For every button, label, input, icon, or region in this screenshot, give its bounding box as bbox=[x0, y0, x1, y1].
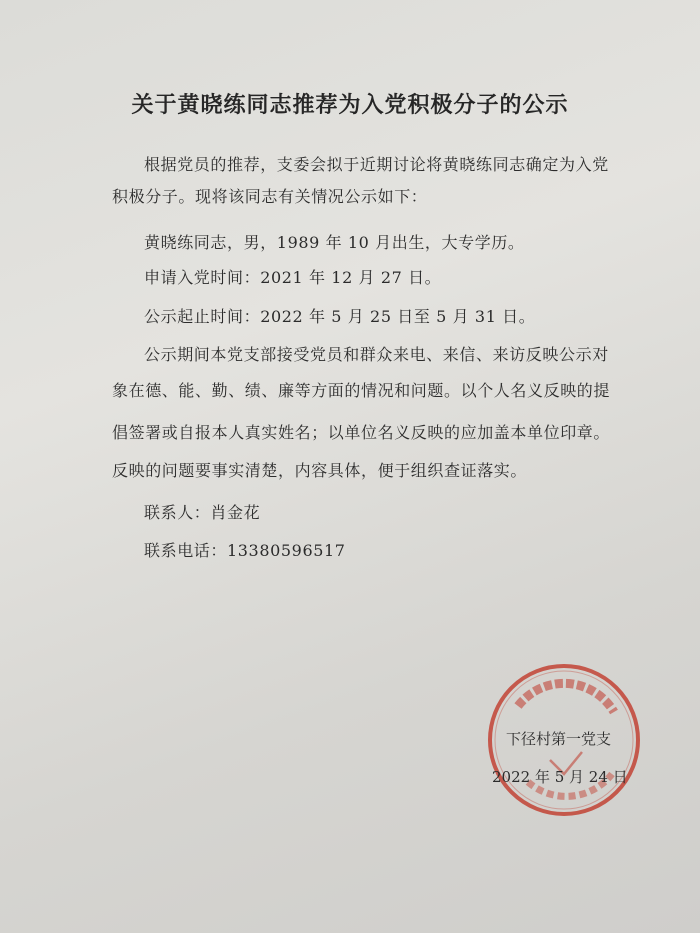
document-title: 关于黄晓练同志推荐为入党积极分子的公示 bbox=[131, 93, 569, 118]
signature-date: 2022 年 5 月 24 日 bbox=[492, 768, 628, 786]
paragraph-5-line-2: 象在德、能、勤、绩、廉等方面的情况和问题。以个人名义反映的提 bbox=[112, 381, 611, 400]
publicity-period-line: 公示起止时间：2022 年 5 月 25 日至 5 月 31 日。 bbox=[144, 307, 536, 326]
contact-person: 联系人：肖金花 bbox=[144, 503, 261, 522]
personal-info-line: 黄晓练同志，男，1989 年 10 月出生，大专学历。 bbox=[144, 233, 525, 252]
paragraph-5-line-1: 公示期间本党支部接受党员和群众来电、来信、来访反映公示对 bbox=[144, 345, 609, 364]
signature-organization: 下径村第一党支 bbox=[506, 730, 612, 748]
paragraph-5-line-3: 倡签署或自报本人真实姓名；以单位名义反映的应加盖本单位印章。 bbox=[112, 423, 611, 442]
application-date-line: 申请入党时间：2021 年 12 月 27 日。 bbox=[144, 268, 442, 287]
paragraph-1-line-1: 根据党员的推荐，支委会拟于近期讨论将黄晓练同志确定为入党 bbox=[144, 155, 609, 174]
paragraph-1-line-2: 积极分子。现将该同志有关情况公示如下： bbox=[112, 187, 428, 206]
contact-phone: 联系电话：13380596517 bbox=[144, 541, 346, 560]
paragraph-5-line-4: 反映的问题要事实清楚，内容具体，便于组织查证落实。 bbox=[112, 461, 528, 480]
